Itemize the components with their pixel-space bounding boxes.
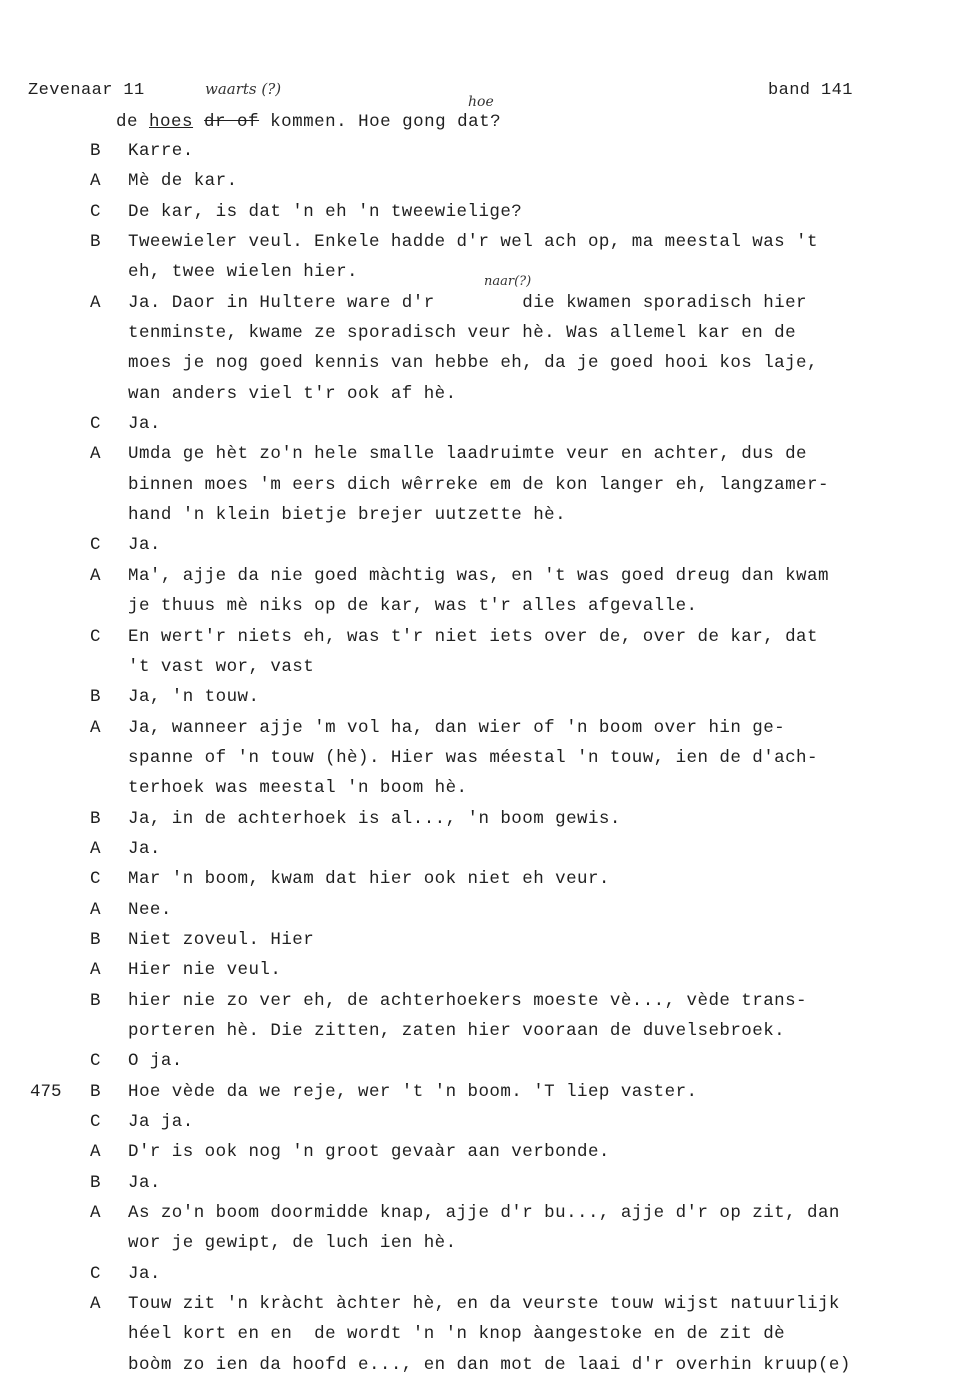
transcript-line [0,1021,966,1051]
transcript-line [0,141,966,171]
transcript-line [0,718,966,748]
speaker-label: B [90,808,101,829]
transcript-line [0,1173,966,1203]
speaker-label: C [90,1263,101,1284]
handwritten-note-naar: naar(?) [484,274,532,289]
speaker-label: B [90,1081,101,1102]
line-text: Mè de kar. [128,171,238,192]
speaker-label: A [90,565,101,586]
speaker-label: A [90,444,101,465]
speaker-label: B [90,232,101,253]
transcript-line [0,384,966,414]
transcript-line [0,1203,966,1233]
transcript-line [0,1112,966,1142]
transcript-line [0,869,966,899]
speaker-label: B [90,1172,101,1193]
line-text: As zo'n boom doormidde knap, ajje d'r bu..., ajje d'r op zit, dan [128,1203,840,1224]
transcript-line [0,535,966,565]
line-text: binnen moes 'm eers dich wêrreke em de kon langer eh, langzamer- [128,474,829,495]
transcript-line [0,960,966,990]
line-text: Niet zoveul. Hier [128,929,315,950]
line-text: porteren hè. Die zitten, zaten hier vooraan de duvelsebroek. [128,1020,786,1041]
transcript-line [0,1142,966,1172]
transcript-line [0,566,966,596]
speaker-label: A [90,1142,101,1163]
speaker-label: C [90,1051,101,1072]
speaker-label: A [90,838,101,859]
transcript-line [0,262,966,292]
line-text: Ja, in de achterhoek is al..., 'n boom gewis. [128,808,621,829]
transcript-line [0,809,966,839]
speaker-label: A [90,292,101,313]
transcript-line [0,596,966,626]
line-text: D'r is ook nog 'n groot gevaàr aan verbonde. [128,1142,610,1163]
line-text: Karre. [128,141,194,161]
line-text: eh, twee wielen hier. [128,262,358,283]
transcript-line [0,930,966,960]
transcript-line [0,1051,966,1081]
line-text: Ja. [128,1263,161,1284]
transcript-line [0,657,966,687]
speaker-label: B [90,687,101,708]
line-text: O ja. [128,1051,183,1072]
line-text: hand 'n klein bietje brejer uutzette hè. [128,505,567,526]
transcript-line [0,353,966,383]
transcript-line [0,1324,966,1354]
line-text: tenminste, kwame ze sporadisch veur hè. Was allemel kar en de [128,323,797,344]
handwritten-note-waarts: waarts (?) [205,80,282,98]
header-location: Zevenaar 11 [28,81,145,100]
speaker-label: B [90,990,101,1011]
line-text: Ma', ajje da nie goed màchtig was, en 't was goed dreug dan kwam [128,565,829,586]
transcript-line [0,1294,966,1324]
line-text: Ja. [128,414,161,435]
transcript-line [0,900,966,930]
speaker-label: C [90,1112,101,1132]
speaker-label: A [90,1294,101,1315]
line-text: Ja. Daor in Hultere ware d'r die kwamen sporadisch hier [128,292,808,313]
line-text: Ja. [128,1172,161,1193]
line-text: Hier nie veul. [128,960,282,981]
line-text: En wert'r niets eh, was t'r niet iets over de, over de kar, dat [128,626,818,647]
line-text: Ja. [128,535,161,556]
line-text: Ja, 'n touw. [128,687,260,708]
line-text: Touw zit 'n kràcht àchter hè, en da veurste touw wijst natuurlijk [128,1294,840,1315]
speaker-label: C [90,626,101,647]
transcript-line [0,839,966,869]
line-text: moes je nog goed kennis van hebbe eh, da je goed hooi kos laje, [128,353,818,374]
speaker-label: C [90,869,101,890]
line-text: Tweewieler veul. Enkele hadde d'r wel ach op, ma meestal was 't [128,232,818,253]
line-text: wan anders viel t'r ook af hè. [128,383,457,404]
line-text: Ja. [128,838,161,859]
line-text: Ja, wanneer ajje 'm vol ha, dan wier of 'n boom over hin ge- [128,717,786,738]
transcript-line [0,1264,966,1294]
line-text: De kar, is dat 'n eh 'n tweewielige? [128,201,523,222]
speaker-label: B [90,141,101,161]
speaker-label: A [90,1203,101,1224]
first-line-post: kommen. Hoe gong dat? [259,112,502,132]
transcript-line [0,414,966,444]
line-text: wor je gewipt, de luch ien hè. [128,1233,457,1254]
transcript-line [0,1355,966,1385]
transcript-line [0,444,966,474]
transcript-line [0,202,966,232]
first-line-struck: dr of [204,112,260,132]
line-text: Nee. [128,899,172,920]
first-line [116,112,501,132]
line-text: Hoe vède da we reje, wer 't 'n boom. 'T liep vaster. [128,1081,698,1102]
line-text: spanne of 'n touw (hè). Hier was méestal 'n touw, ien de d'ach- [128,747,818,768]
line-text: Ja ja. [128,1112,194,1132]
line-text: héel kort en en de wordt 'n 'n knop àangestoke en de zit dè [128,1324,786,1345]
line-text: je thuus mè niks op de kar, was t'r alles afgevalle. [128,596,698,617]
line-number: 475 [30,1081,62,1102]
speaker-label: A [90,171,101,192]
speaker-label: B [90,929,101,950]
transcript-line [0,475,966,505]
line-text: Umda ge hèt zo'n hele smalle laadruimte veur en achter, dus de [128,444,808,465]
first-line-pre: de [116,112,150,132]
handwritten-note-hoe: hoe [468,94,494,110]
transcript-line [0,505,966,535]
transcript-line [0,991,966,1021]
transcript-line [0,687,966,717]
transcript-lines [0,141,966,1385]
speaker-label: C [90,535,101,556]
first-line-hoes: hoes [149,112,194,132]
speaker-label: A [90,899,101,920]
header-tape-number: band 141 [768,81,853,100]
transcript-line [0,1082,966,1112]
line-text: Mar 'n boom, kwam dat hier ook niet eh veur. [128,869,610,890]
transcript-line [0,323,966,353]
line-text: boòm zo ien da hoofd e..., en dan mot de laai d'r overhin kruup(e) [128,1354,851,1375]
transcript-line [0,778,966,808]
speaker-label: C [90,414,101,435]
speaker-label: A [90,717,101,738]
speaker-label: A [90,960,101,981]
transcript-line [0,627,966,657]
speaker-label: C [90,201,101,222]
line-text: terhoek was meestal 'n boom hè. [128,778,468,799]
line-text: 't vast wor, vast [128,656,315,677]
transcript-line [0,293,966,323]
line-text: hier nie zo ver eh, de achterhoekers moeste vè..., vède trans- [128,990,808,1011]
transcript-line [0,748,966,778]
transcript-line [0,232,966,262]
transcript-line [0,171,966,201]
transcript-line [0,1233,966,1263]
